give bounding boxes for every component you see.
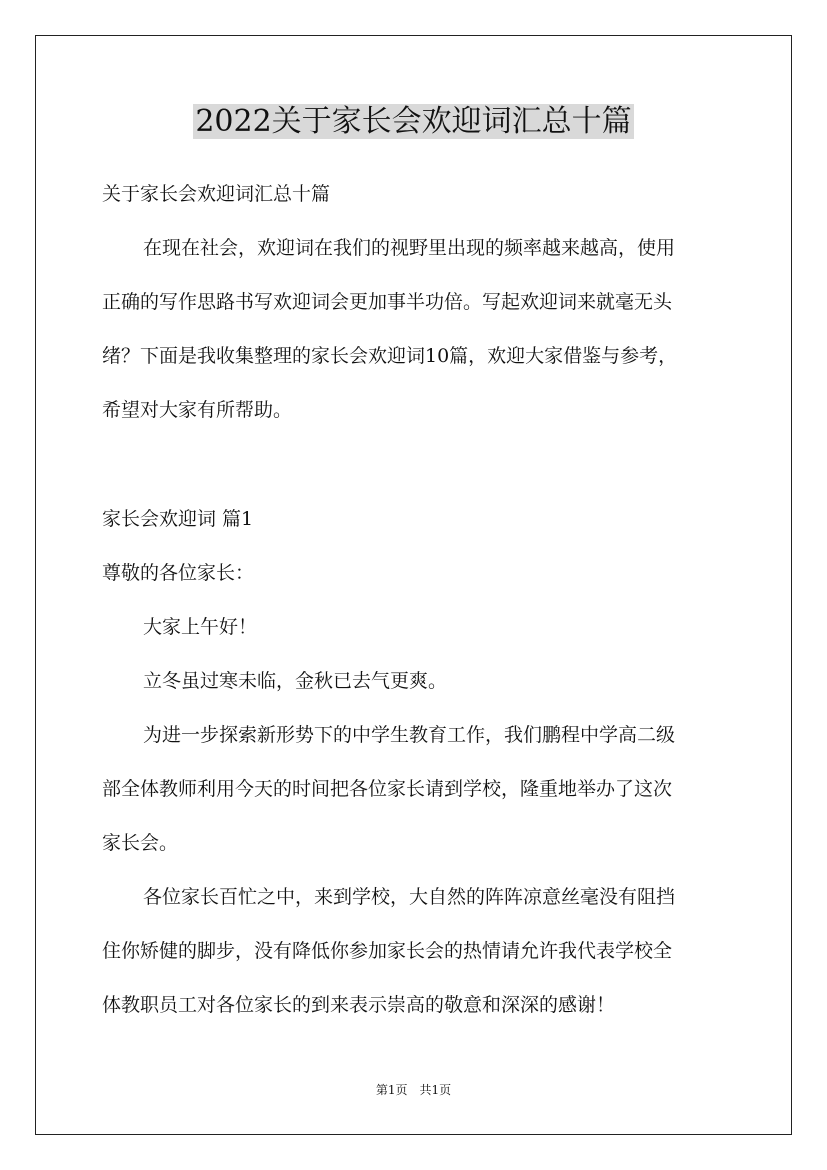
paragraph-3-line-3: 体教职员工对各位家长的到来表示崇高的敬意和深深的感谢！ bbox=[102, 994, 616, 1016]
page-number: 第1页 共1页 bbox=[375, 1083, 452, 1097]
intro-line-3: 绪？下面是我收集整理的家长会欢迎词10篇，欢迎大家借鉴与参考， bbox=[102, 345, 678, 367]
intro-line-4: 希望对大家有所帮助。 bbox=[102, 399, 293, 421]
section-heading: 家长会欢迎词 篇1 bbox=[102, 508, 254, 530]
paragraph-1: 立冬虽过寒未临，金秋已去气更爽。 bbox=[143, 670, 448, 692]
paragraph-2-line-2: 部全体教师利用今天的时间把各位家长请到学校，隆重地举办了这次 bbox=[102, 778, 673, 800]
intro-line-2: 正确的写作思路书写欢迎词会更加事半功倍。写起欢迎词来就毫无头 bbox=[102, 291, 673, 313]
salutation: 尊敬的各位家长： bbox=[102, 562, 255, 584]
paragraph-2-line-1: 为进一步探索新形势下的中学生教育工作，我们鹏程中学高二级 bbox=[143, 724, 676, 746]
paragraph-2-line-3: 家长会。 bbox=[102, 832, 179, 854]
paragraph-3-line-1: 各位家长百忙之中，来到学校，大自然的阵阵凉意丝毫没有阻挡 bbox=[143, 886, 676, 908]
intro-line-1: 在现在社会，欢迎词在我们的视野里出现的频率越来越高，使用 bbox=[143, 237, 676, 259]
document-title: 2022关于家长会欢迎词汇总十篇 bbox=[195, 104, 632, 139]
document-subtitle: 关于家长会欢迎词汇总十篇 bbox=[102, 183, 331, 205]
paragraph-3-line-2: 住你矫健的脚步，没有降低你参加家长会的热情请允许我代表学校全 bbox=[102, 940, 673, 962]
greeting: 大家上午好！ bbox=[143, 616, 258, 638]
